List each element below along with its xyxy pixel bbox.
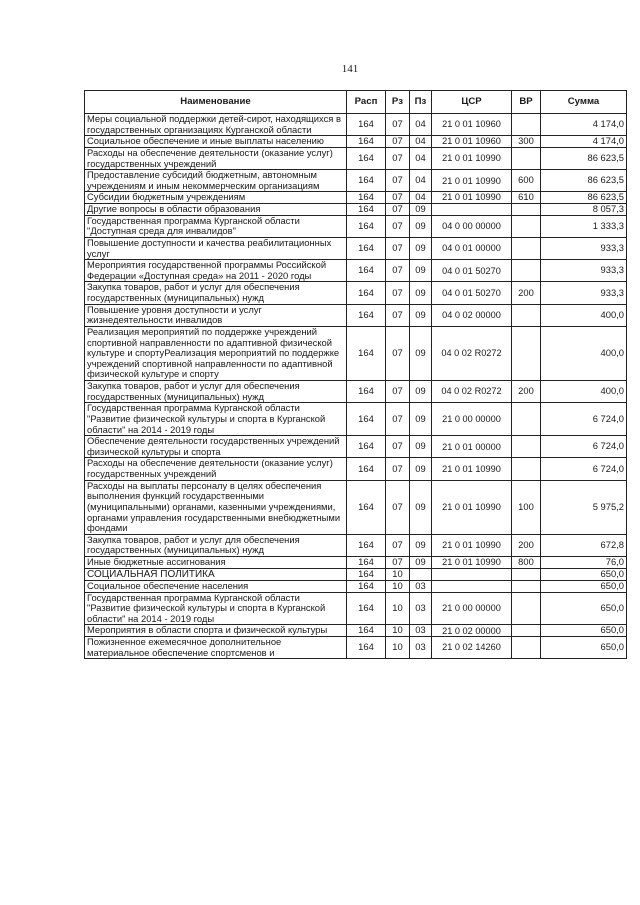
cell-rasp: 164 xyxy=(347,147,386,169)
table-row xyxy=(85,381,627,403)
cell-csr: 21 0 00 00000 xyxy=(432,592,512,625)
cell-rasp: 164 xyxy=(347,625,386,637)
cell-csr: 21 0 00 00000 xyxy=(432,403,512,436)
cell-csr xyxy=(432,204,512,216)
table-row xyxy=(85,568,627,580)
cell-rz: 07 xyxy=(386,304,410,326)
cell-sum: 650,0 xyxy=(541,625,627,637)
cell-rz: 07 xyxy=(386,480,410,534)
cell-rasp: 164 xyxy=(347,192,386,204)
cell-sum: 86 623,5 xyxy=(541,147,627,169)
cell-name: Расходы на выплаты персоналу в целях обеспечения выполнения функций государственными (муниципальными) органами, казенными учреждениями, органами управления государственными внебюджетными фондами xyxy=(85,480,347,534)
table-row xyxy=(85,403,627,436)
cell-pz: 09 xyxy=(410,237,432,259)
table-row xyxy=(85,637,627,659)
cell-vr xyxy=(512,237,541,259)
cell-sum: 86 623,5 xyxy=(541,170,627,192)
cell-name: Меры социальной поддержки детей-сирот, находящихся в государственных организациях Курганской области xyxy=(85,114,347,136)
cell-rasp: 164 xyxy=(347,637,386,659)
cell-rasp: 164 xyxy=(347,304,386,326)
cell-csr: 04 0 01 50270 xyxy=(432,260,512,282)
cell-name: Другие вопросы в области образования xyxy=(85,204,347,216)
cell-rz: 07 xyxy=(386,326,410,380)
cell-rasp: 164 xyxy=(347,458,386,480)
cell-sum: 6 724,0 xyxy=(541,403,627,436)
budget-table xyxy=(84,90,627,659)
cell-rz: 07 xyxy=(386,215,410,237)
cell-csr: 04 0 01 00000 xyxy=(432,237,512,259)
page-number: 141 xyxy=(341,63,359,75)
cell-csr: 04 0 00 00000 xyxy=(432,215,512,237)
header-csr: ЦСР xyxy=(432,91,512,114)
cell-vr: 610 xyxy=(512,192,541,204)
cell-name: Предоставление субсидий бюджетным, автономным учреждениям и иным некоммерческим организациям xyxy=(85,170,347,192)
table-row xyxy=(85,625,627,637)
cell-pz: 04 xyxy=(410,192,432,204)
cell-rz: 10 xyxy=(386,637,410,659)
cell-rasp: 164 xyxy=(347,534,386,556)
cell-name: Повышение уровня доступности и услуг жизнедеятельности инвалидов xyxy=(85,304,347,326)
cell-rasp: 164 xyxy=(347,381,386,403)
header-rasp: Расп xyxy=(347,91,386,114)
cell-name: Субсидии бюджетным учреждениям xyxy=(85,192,347,204)
cell-rasp: 164 xyxy=(347,557,386,569)
cell-pz: 03 xyxy=(410,580,432,592)
cell-name: Иные бюджетные ассигнования xyxy=(85,557,347,569)
table-header-row xyxy=(85,91,627,114)
table-row xyxy=(85,192,627,204)
cell-pz: 04 xyxy=(410,114,432,136)
cell-rasp: 164 xyxy=(347,568,386,580)
cell-pz: 09 xyxy=(410,403,432,436)
cell-rasp: 164 xyxy=(347,436,386,458)
cell-rasp: 164 xyxy=(347,580,386,592)
cell-sum: 1 333,3 xyxy=(541,215,627,237)
cell-rz: 10 xyxy=(386,568,410,580)
cell-sum: 5 975,2 xyxy=(541,480,627,534)
cell-pz: 03 xyxy=(410,625,432,637)
cell-rz: 07 xyxy=(386,170,410,192)
cell-csr: 21 0 01 10990 xyxy=(432,557,512,569)
cell-pz: 09 xyxy=(410,282,432,304)
table-row xyxy=(85,282,627,304)
table-row xyxy=(85,260,627,282)
cell-rasp: 164 xyxy=(347,204,386,216)
cell-sum: 933,3 xyxy=(541,282,627,304)
cell-vr: 200 xyxy=(512,534,541,556)
cell-rasp: 164 xyxy=(347,326,386,380)
table-row xyxy=(85,170,627,192)
cell-pz: 04 xyxy=(410,170,432,192)
header-pz: Пз xyxy=(410,91,432,114)
cell-pz: 09 xyxy=(410,436,432,458)
cell-name: Мероприятия в области спорта и физической культуры xyxy=(85,625,347,637)
cell-rz: 07 xyxy=(386,557,410,569)
cell-csr xyxy=(432,580,512,592)
cell-sum: 933,3 xyxy=(541,237,627,259)
cell-pz: 09 xyxy=(410,557,432,569)
cell-name: Мероприятия государственной программы Российской Федерации «Доступная среда» на 2011 - 2020 годы xyxy=(85,260,347,282)
table-row xyxy=(85,304,627,326)
cell-sum: 933,3 xyxy=(541,260,627,282)
cell-csr: 21 0 02 14260 xyxy=(432,637,512,659)
cell-rz: 07 xyxy=(386,403,410,436)
cell-rz: 07 xyxy=(386,534,410,556)
table-row xyxy=(85,592,627,625)
cell-sum: 400,0 xyxy=(541,304,627,326)
cell-name: Закупка товаров, работ и услуг для обеспечения государственных (муниципальных) нужд xyxy=(85,282,347,304)
cell-rz: 10 xyxy=(386,592,410,625)
table-row xyxy=(85,534,627,556)
cell-rz: 07 xyxy=(386,147,410,169)
cell-csr xyxy=(432,568,512,580)
cell-name: Закупка товаров, работ и услуг для обеспечения государственных (муниципальных) нужд xyxy=(85,534,347,556)
cell-rz: 07 xyxy=(386,237,410,259)
table-row xyxy=(85,326,627,380)
cell-name: Социальное обеспечение и иные выплаты населению xyxy=(85,136,347,148)
cell-rz: 07 xyxy=(386,204,410,216)
cell-sum: 400,0 xyxy=(541,326,627,380)
cell-vr xyxy=(512,326,541,380)
cell-rasp: 164 xyxy=(347,592,386,625)
cell-rz: 10 xyxy=(386,625,410,637)
cell-vr: 300 xyxy=(512,136,541,148)
cell-csr: 04 0 02 00000 xyxy=(432,304,512,326)
cell-pz: 09 xyxy=(410,260,432,282)
table-row xyxy=(85,215,627,237)
cell-vr: 100 xyxy=(512,480,541,534)
cell-pz xyxy=(410,568,432,580)
cell-rz: 07 xyxy=(386,136,410,148)
cell-csr: 04 0 02 R0272 xyxy=(432,326,512,380)
cell-rz: 07 xyxy=(386,381,410,403)
cell-vr xyxy=(512,458,541,480)
cell-csr: 21 0 01 10960 xyxy=(432,136,512,148)
cell-csr: 21 0 02 00000 xyxy=(432,625,512,637)
cell-sum: 650,0 xyxy=(541,568,627,580)
cell-vr xyxy=(512,580,541,592)
table-row xyxy=(85,204,627,216)
cell-pz: 04 xyxy=(410,147,432,169)
table-row xyxy=(85,237,627,259)
cell-name: Государственная программа Курганской области "Развитие физической культуры и спорта в Курганской области" на 2014 - 2019 годы xyxy=(85,592,347,625)
cell-sum: 4 174,0 xyxy=(541,136,627,148)
cell-name: Закупка товаров, работ и услуг для обеспечения государственных (муниципальных) нужд xyxy=(85,381,347,403)
cell-pz: 09 xyxy=(410,480,432,534)
cell-sum: 4 174,0 xyxy=(541,114,627,136)
cell-pz: 09 xyxy=(410,326,432,380)
cell-rz: 10 xyxy=(386,580,410,592)
cell-vr xyxy=(512,204,541,216)
cell-rz: 07 xyxy=(386,282,410,304)
cell-csr: 04 0 02 R0272 xyxy=(432,381,512,403)
cell-vr xyxy=(512,147,541,169)
cell-csr: 21 0 01 10960 xyxy=(432,114,512,136)
cell-vr xyxy=(512,304,541,326)
cell-rz: 07 xyxy=(386,458,410,480)
cell-name: Расходы на обеспечение деятельности (оказание услуг) государственных учреждений xyxy=(85,458,347,480)
cell-pz: 09 xyxy=(410,215,432,237)
cell-vr xyxy=(512,568,541,580)
cell-sum: 6 724,0 xyxy=(541,436,627,458)
cell-rasp: 164 xyxy=(347,215,386,237)
header-name: Наименование xyxy=(85,91,347,114)
cell-csr: 21 0 01 10990 xyxy=(432,170,512,192)
cell-rasp: 164 xyxy=(347,403,386,436)
cell-pz: 09 xyxy=(410,458,432,480)
cell-vr xyxy=(512,114,541,136)
cell-rasp: 164 xyxy=(347,170,386,192)
cell-name: Повышение доступности и качества реабилитационных услуг xyxy=(85,237,347,259)
cell-csr: 21 0 01 10990 xyxy=(432,480,512,534)
cell-name: СОЦИАЛЬНАЯ ПОЛИТИКА xyxy=(85,568,347,580)
table-row xyxy=(85,147,627,169)
cell-sum: 400,0 xyxy=(541,381,627,403)
table-row xyxy=(85,136,627,148)
cell-sum: 650,0 xyxy=(541,637,627,659)
cell-rasp: 164 xyxy=(347,480,386,534)
cell-name: Социальное обеспечение населения xyxy=(85,580,347,592)
cell-rz: 07 xyxy=(386,436,410,458)
header-rz: Рз xyxy=(386,91,410,114)
cell-rz: 07 xyxy=(386,114,410,136)
cell-pz: 03 xyxy=(410,637,432,659)
cell-name: Пожизненное ежемесячное дополнительное материальное обеспечение спортсменов и xyxy=(85,637,347,659)
cell-name: Государственная программа Курганской области "Доступная среда для инвалидов" xyxy=(85,215,347,237)
cell-rasp: 164 xyxy=(347,260,386,282)
cell-vr xyxy=(512,625,541,637)
cell-pz: 09 xyxy=(410,204,432,216)
cell-csr: 21 0 01 00000 xyxy=(432,436,512,458)
cell-name: Расходы на обеспечение деятельности (оказание услуг) государственных учреждений xyxy=(85,147,347,169)
cell-pz: 03 xyxy=(410,592,432,625)
cell-vr xyxy=(512,215,541,237)
header-sum: Сумма xyxy=(541,91,627,114)
cell-sum: 6 724,0 xyxy=(541,458,627,480)
table-row xyxy=(85,114,627,136)
cell-csr: 21 0 01 10990 xyxy=(432,147,512,169)
cell-sum: 650,0 xyxy=(541,592,627,625)
cell-csr: 21 0 01 10990 xyxy=(432,458,512,480)
cell-name: Обеспечение деятельности государственных учреждений физической культуры и спорта xyxy=(85,436,347,458)
table-row xyxy=(85,557,627,569)
cell-vr xyxy=(512,260,541,282)
cell-rasp: 164 xyxy=(347,237,386,259)
cell-rz: 07 xyxy=(386,192,410,204)
cell-name: Государственная программа Курганской области "Развитие физической культуры и спорта в Курганской области" на 2014 - 2019 годы xyxy=(85,403,347,436)
cell-name: Реализация мероприятий по поддержке учреждений спортивной направленности по адаптивной физической культуре и спортуРеализация мероприятий по поддержке учреждений спортивной направленности по адаптивной физической культуре и спорту xyxy=(85,326,347,380)
cell-sum: 8 057,3 xyxy=(541,204,627,216)
cell-vr xyxy=(512,403,541,436)
cell-vr: 200 xyxy=(512,381,541,403)
cell-vr xyxy=(512,637,541,659)
cell-sum: 76,0 xyxy=(541,557,627,569)
cell-csr: 21 0 01 10990 xyxy=(432,534,512,556)
table-row xyxy=(85,458,627,480)
cell-pz: 09 xyxy=(410,381,432,403)
cell-rasp: 164 xyxy=(347,136,386,148)
cell-sum: 650,0 xyxy=(541,580,627,592)
table-row xyxy=(85,480,627,534)
header-vr: ВР xyxy=(512,91,541,114)
cell-sum: 86 623,5 xyxy=(541,192,627,204)
cell-vr xyxy=(512,592,541,625)
cell-rz: 07 xyxy=(386,260,410,282)
cell-pz: 04 xyxy=(410,136,432,148)
cell-pz: 09 xyxy=(410,534,432,556)
table-row xyxy=(85,580,627,592)
table-row xyxy=(85,436,627,458)
cell-csr: 04 0 01 50270 xyxy=(432,282,512,304)
cell-rasp: 164 xyxy=(347,282,386,304)
cell-vr: 200 xyxy=(512,282,541,304)
cell-csr: 21 0 01 10990 xyxy=(432,192,512,204)
cell-pz: 09 xyxy=(410,304,432,326)
cell-vr: 800 xyxy=(512,557,541,569)
cell-vr: 600 xyxy=(512,170,541,192)
cell-vr xyxy=(512,436,541,458)
cell-sum: 672,8 xyxy=(541,534,627,556)
cell-rasp: 164 xyxy=(347,114,386,136)
